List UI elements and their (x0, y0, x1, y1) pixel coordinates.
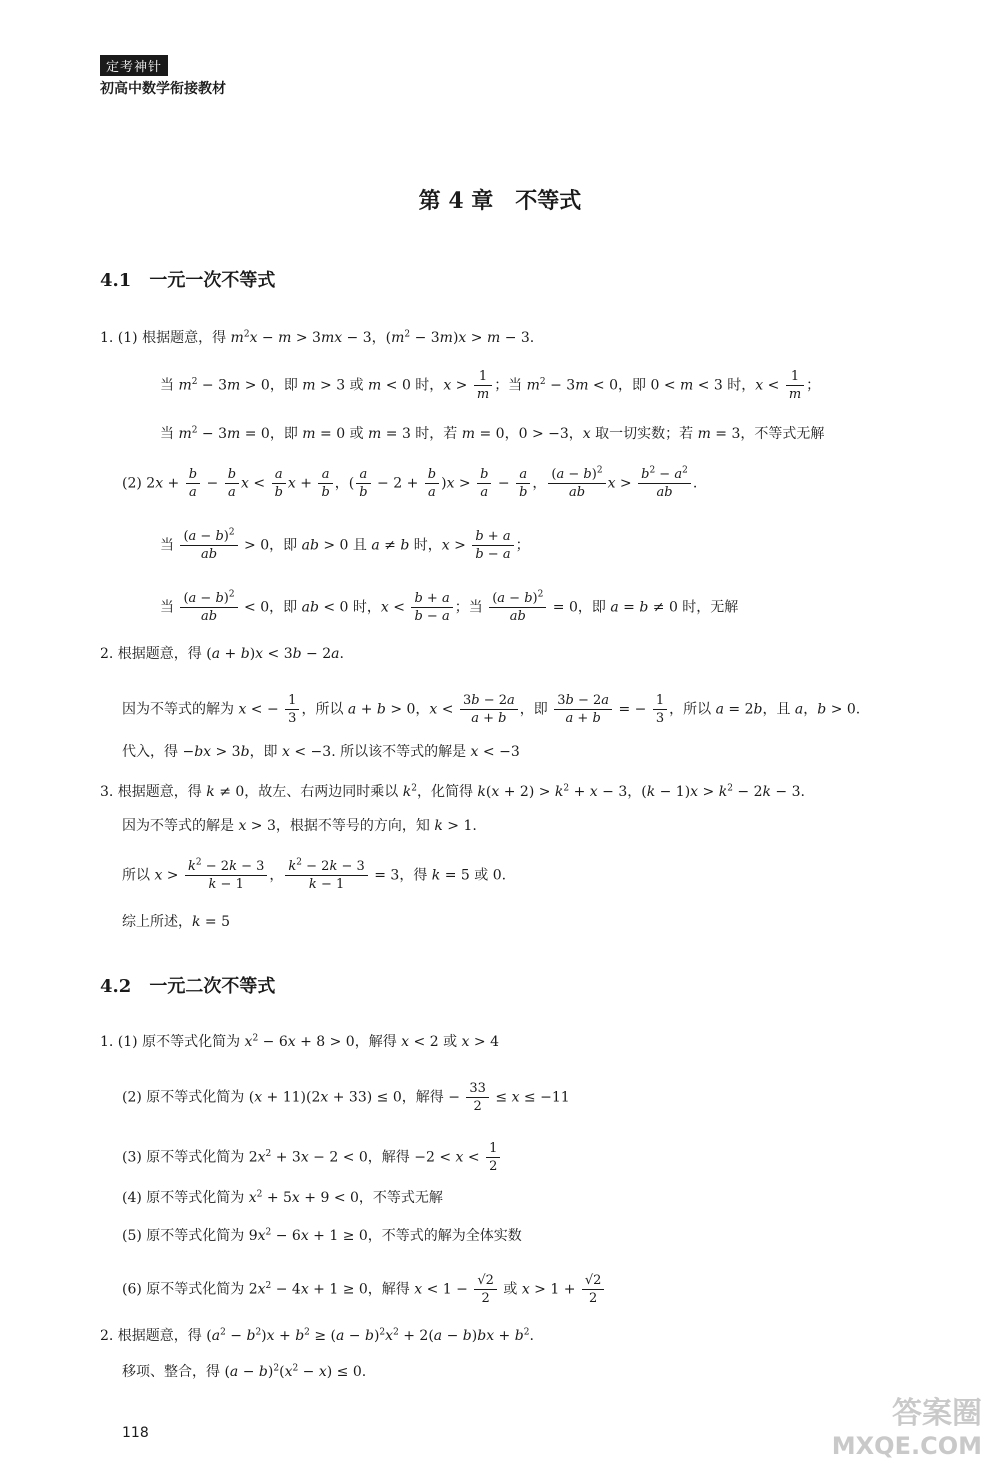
answer-3-line-1: 3. 根据题意，得 k ≠ 0，故左、右两边同时乘以 $k^2$，化简得 $k(x + 2) > k^2 + x - 3$，$(k - 1)x > k^2 - 2k - 3$. (100, 783, 805, 800)
section-title-4-2: 4.2 一元二次不等式 (100, 976, 276, 997)
answer-2-line-2: 因为不等式的解为 x < − $\frac{1}{3}$ ，所以 a + b > 0，x < $\frac{3b - 2a}{a + b}$ ，即 $\frac{3b - 2a}{a + b}$ = − $\frac{1}{3}$ ，所以 a = 2b，且 a，b > 0. (122, 693, 861, 726)
answer-1-2-line-3: 当 $\frac{(a - b)^2}{ab}$ < 0，即 ab < 0 时，x < $\frac{b + a}{b - a}$ ；当 $\frac{(a - b)^2}{ab}$ = 0，即 a = b ≠ 0 时，无解 (160, 589, 739, 624)
answer-3-line-2: 因为不等式的解是 x > 3，根据不等号的方向，知 k > 1. (122, 818, 477, 834)
answer-1-2-line-1: (2) 2x + $\frac{b}{a}$ − $\frac{b}{a}$ x < $\frac{a}{b}$ x + $\frac{a}{b}$ ，( $\frac{a}{b}$ − 2 + $\frac{b}{a}$ )x > $\frac{b}{a}$ − $\frac{a}{b}$ ， $\frac{(a - b)^2}{ab}$ x > $\frac{b^2 - a^2}{ab}$ . (122, 465, 698, 500)
answer-1-1-line-3: 当 $m^2 - 3m = 0$，即 m = 0 或 m = 3 时，若 m = 0，0 > −3，x 取一切实数；若 m = 3，不等式无解 (160, 425, 825, 442)
answer-3-line-4: 综上所述，k = 5 (122, 914, 231, 930)
book-series-badge: 定考神针 (100, 55, 168, 76)
answer-1-1-line-2: 当 $m^2 - 3m > 0$，即 m > 3 或 m < 0 时，x > $\frac{1}{m}$ ；当 $m^2 - 3m < 0$，即 0 < m < 3 时，x < $\frac{1}{m}$ ； (160, 369, 821, 402)
answer-2-line-1: 2. 根据题意，得 (a + b)x < 3b − 2a. (100, 646, 344, 662)
watermark-line-1: 答案圈 (892, 1396, 982, 1431)
answer-4-2-1-4: (4) 原不等式化简为 $x^2 + 5x + 9 < 0$，不等式无解 (122, 1189, 443, 1206)
answer-1-1-line-1: 1. (1) 根据题意，得 $m^2x - m > 3mx - 3$，$(m^2 - 3m)x > m - 3$. (100, 329, 535, 346)
answer-4-2-1-1: 1. (1) 原不等式化简为 $x^2 - 6x + 8 > 0$，解得 x < 2 或 x > 4 (100, 1033, 499, 1050)
answer-1-2-line-2: 当 $\frac{(a - b)^2}{ab}$ > 0，即 ab > 0 且 a ≠ b 时，x > $\frac{b + a}{b - a}$ ； (160, 527, 530, 562)
watermark-line-2: MXQE.COM (831, 1432, 982, 1460)
answer-4-2-1-3: (3) 原不等式化简为 $2x^2 + 3x - 2 < 0$，解得 −2 < x < $\frac{1}{2}$ (122, 1140, 502, 1175)
chapter-title: 第 4 章 不等式 (418, 188, 582, 214)
book-series-title: 初高中数学衔接教材 (100, 81, 226, 97)
section-title-4-1: 4.1 一元一次不等式 (100, 270, 276, 291)
answer-3-line-3: 所以 x > $\frac{k^2 - 2k - 3}{k - 1}$ ， $\frac{k^2 - 2k - 3}{k - 1}$ = 3，得 k = 5 或 0. (122, 857, 507, 892)
answer-2-line-3: 代入，得 −bx > 3b，即 x < −3. 所以该不等式的解是 x < −3 (122, 744, 520, 760)
page-number: 118 (122, 1425, 149, 1441)
answer-4-2-1-2: (2) 原不等式化简为 (x + 11)(2x + 33) ≤ 0，解得 − $\frac{33}{2}$ ≤ x ≤ −11 (122, 1081, 570, 1114)
answer-4-2-1-5: (5) 原不等式化简为 $9x^2 - 6x + 1 \ge 0$，不等式的解为全体实数 (122, 1227, 522, 1244)
watermark-logo (832, 1398, 982, 1462)
answer-4-2-2-1: 2. 根据题意，得 $(a^2 - b^2)x + b^2 \ge (a - b)^2x^2 + 2(a - b)bx + b^2$. (100, 1327, 534, 1344)
answer-4-2-1-6: (6) 原不等式化简为 $2x^2 - 4x + 1 \ge 0$，解得 x < 1 − $\frac{√2}{2}$ 或 x > 1 + $\frac{√2}{2}$ (122, 1272, 606, 1307)
answer-4-2-2-2: 移项、整合，得 $(a - b)^2(x^2 - x) \le 0$. (122, 1363, 367, 1380)
